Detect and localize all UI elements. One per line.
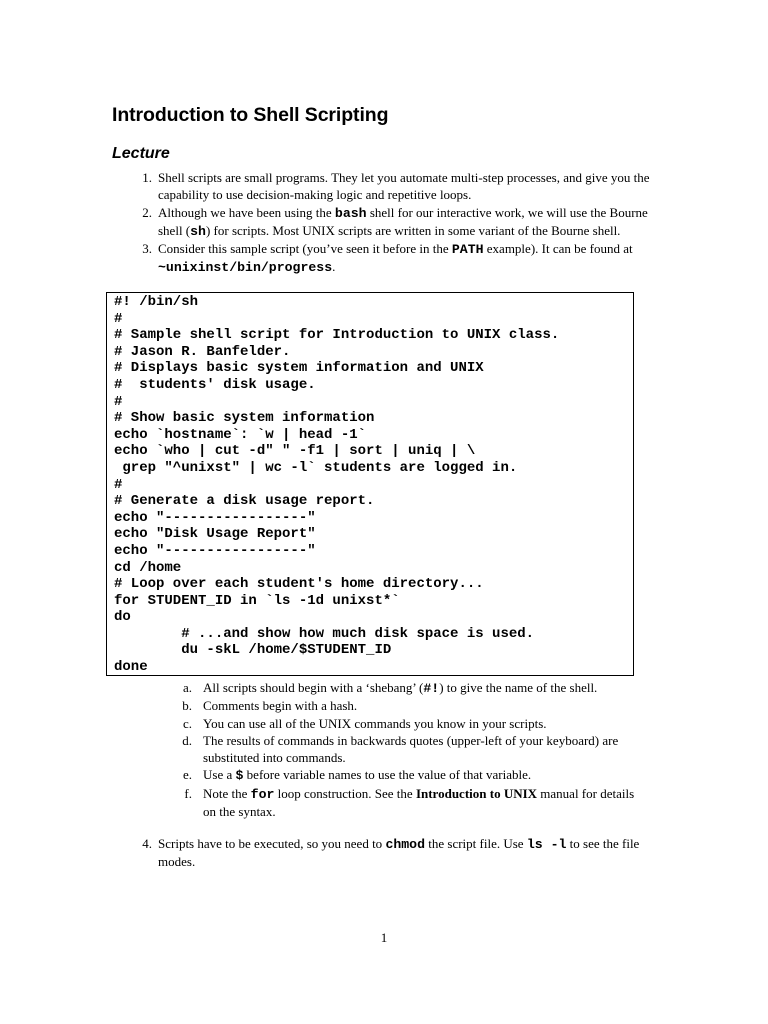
code-line: # (114, 393, 123, 410)
list-item-number: 3. (142, 241, 152, 257)
code-line: #! /bin/sh (114, 294, 199, 310)
inline-code: for (250, 786, 275, 802)
list-item-text: the script file. Use (425, 836, 527, 851)
section-heading: Lecture (112, 145, 170, 162)
code-line: echo "Disk Usage Report" (114, 526, 316, 543)
page-title: Introduction to Shell Scripting (112, 104, 389, 126)
code-line: for STUDENT_ID in `ls -1d unixst*` (114, 592, 400, 609)
code-line: # (114, 310, 123, 327)
list-item-text: Scripts have to be executed, so you need to (158, 836, 386, 851)
sublist-item-text: All scripts should begin with a ‘shebang’ ( (203, 680, 424, 695)
sublist-item-text: You can use all of the UNIX commands you know in your scripts. (203, 715, 547, 731)
code-line: echo "-----------------" (114, 509, 316, 526)
code-line: echo "-----------------" (114, 542, 316, 559)
list-item-text: shell for our interactive work, we will use the Bourne shell ( (158, 204, 648, 238)
sublist-item (176, 766, 646, 784)
inline-code: PATH (451, 242, 484, 258)
sublist-item-letter: a. (182, 680, 192, 695)
sublist-item-letter: e. (182, 767, 192, 783)
sublist-item-text: ) to give the name of the shell. (439, 680, 598, 695)
list-item-text: . (332, 259, 336, 275)
numbered-list (130, 169, 650, 277)
list-item (130, 240, 650, 277)
inline-code: ls -l (526, 837, 567, 852)
list-item-text: Shell scripts are small programs. They let you automate multi-step processes, and give you the capability to use decision-making logic and repetitive loops. (158, 170, 650, 203)
inline-code: $ (235, 768, 244, 784)
list-item-text: example). It can be found at (483, 241, 633, 257)
inline-code: #! (423, 681, 440, 696)
list-item-text: Consider this sample script (you’ve seen it before in the (158, 241, 452, 257)
sublist-item (176, 732, 646, 767)
code-line: do (114, 609, 131, 626)
sublist-item-text: manual for details on the syntax. (203, 785, 635, 820)
code-line: # Sample shell script for Introduction to UNIX class. (114, 327, 560, 344)
code-line: # Loop over each student's home directory... (114, 576, 484, 593)
code-line: # ...and show how much disk space is used. (114, 625, 535, 642)
code-line: # Show basic system information (114, 410, 375, 427)
sublist-item-text: loop construction. See the (274, 785, 416, 801)
list-item-text: to see the file modes. (158, 836, 640, 870)
list-item (130, 204, 650, 241)
inline-code: ~unixinst/bin/progress (158, 260, 333, 276)
sublist-item-letter: d. (182, 732, 192, 748)
list-item-number: 4. (142, 836, 152, 851)
inline-code: sh (190, 223, 206, 239)
manual-title: Introduction to UNIX (415, 785, 538, 801)
lettered-list (176, 679, 646, 820)
code-line: # Generate a disk usage report. (114, 493, 375, 510)
code-line: done (114, 659, 148, 676)
code-line: cd /home (114, 559, 182, 576)
list-item (130, 169, 650, 204)
code-line: du -skL /home/$STUDENT_ID (114, 642, 392, 659)
sublist-item (176, 679, 646, 697)
sublist-item-text: before variable names to use the value of that variable. (243, 767, 532, 783)
sublist-item (176, 697, 646, 714)
code-line: grep "^unixst" | wc -l` students are logged in. (114, 459, 518, 476)
list-item (130, 835, 650, 871)
list-item-text: Although we have been using the (158, 204, 335, 220)
inline-code: chmod (385, 837, 426, 852)
sublist-item-text: Comments begin with a hash. (203, 698, 358, 714)
code-line: # (114, 476, 123, 493)
code-line: # Jason R. Banfelder. (114, 343, 291, 360)
sublist-item-letter: b. (182, 698, 192, 714)
sublist-item (176, 715, 646, 732)
list-item-number: 1. (142, 170, 152, 185)
code-line: # students' disk usage. (114, 376, 316, 393)
code-line: # Displays basic system information and UNIX (114, 360, 484, 377)
code-line: echo `who | cut -d" " -f1 | sort | uniq | \ (114, 443, 476, 460)
sublist-item (176, 785, 646, 821)
list-item-text: ) for scripts. Most UNIX scripts are written in some variant of the Bourne shell. (205, 222, 621, 238)
sublist-item-text: Note the (203, 785, 251, 801)
page-number: 1 (380, 930, 388, 945)
inline-code: bash (334, 205, 367, 221)
list-item-number: 2. (142, 204, 152, 220)
sublist-item-text: Use a (203, 767, 236, 783)
code-block (106, 292, 634, 676)
sublist-item-text: The results of commands in backwards quotes (upper-left of your keyboard) are substituted into commands. (203, 732, 619, 766)
sublist-item-letter: f. (184, 785, 192, 801)
code-line: echo `hostname`: `w | head -1` (114, 426, 367, 443)
sublist-item-letter: c. (182, 715, 192, 731)
